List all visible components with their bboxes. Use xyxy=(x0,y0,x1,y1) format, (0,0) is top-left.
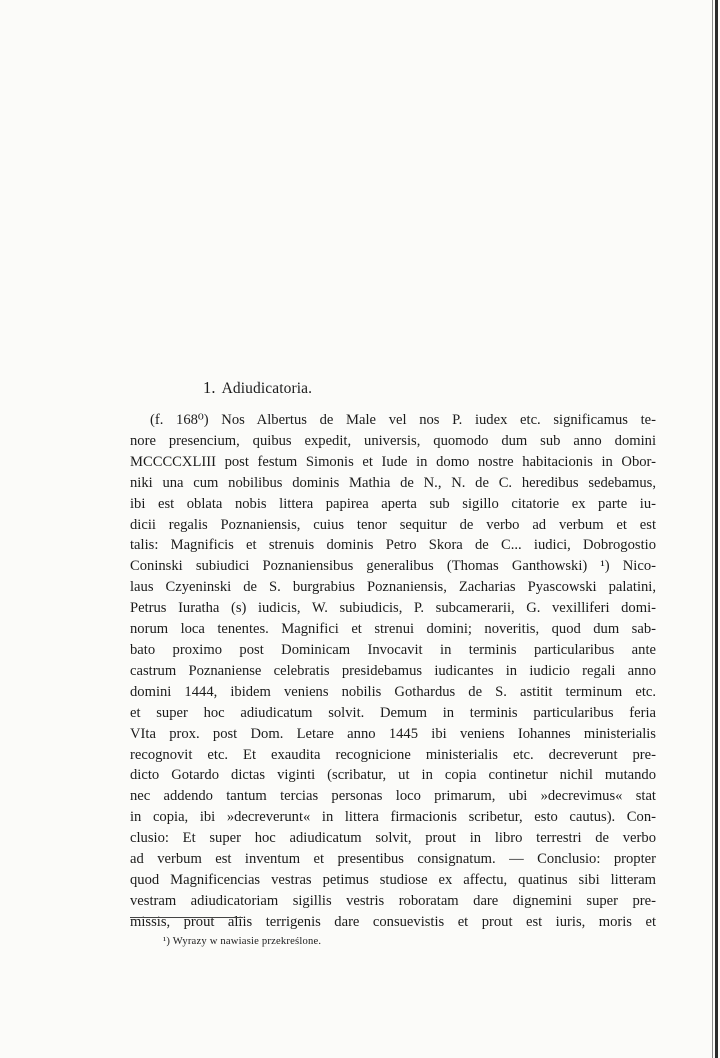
footnote-rule xyxy=(130,917,243,918)
text-line: recognovit etc. Et exaudita recognicione ministerialis etc. decreverunt pre- xyxy=(130,746,656,763)
text-line: clusio: Et super hoc adiudicatum solvit, prout in libro terrestri de verbo xyxy=(130,830,656,847)
text-line: castrum Poznaniense celebratis presidebamus iudicantes in iudicio regali anno xyxy=(130,662,656,679)
text-line: norum loca tenentes. Magnifici et strenui domini; noveritis, quod dum sab- xyxy=(130,621,656,638)
text-line: nore presencium, quibus expedit, universis, quomodo dum sub anno domini xyxy=(130,432,656,449)
section-title: Adiudicatoria. xyxy=(221,380,313,397)
text-line: dicto Gotardo dictas viginti (scribatur, ut in copia continetur nichil mutando xyxy=(130,767,656,784)
text-line: missis, prout aliis terrigenis dare consuevistis et prout est iuris, moris et xyxy=(130,913,656,930)
text-line: nec addendo tantum tercias personas loco primarum, ubi »decrevimus« stat xyxy=(130,788,656,805)
section-number: 1. xyxy=(203,378,216,397)
text-line: Petrus Iuratha (s) iudicis, W. subiudicis, P. subcamerarii, G. vexilliferi domi- xyxy=(130,600,656,617)
section-heading xyxy=(203,378,312,398)
text-line: dicii regalis Poznaniensis, cuius tenor sequitur de verbo ad verbum et est xyxy=(130,516,656,533)
text-line: Coninski subiudici Poznaniensibus generalibus (Thomas Ganthowski) ¹) Nico- xyxy=(130,558,656,575)
text-line: bato proximo post Dominicam Invocavit in terminis particularibus ante xyxy=(130,641,656,658)
text-line: ibi est oblata nobis littera papirea aperta sub sigillo citatorie ex parte iu- xyxy=(130,495,656,512)
text-line: VIta prox. post Dom. Letare anno 1445 ibi veniens Iohannes ministerialis xyxy=(130,725,656,742)
text-line: (f. 168⁰) Nos Albertus de Male vel nos P. iudex etc. significamus te- xyxy=(150,412,656,428)
text-line: quod Magnificencias vestras petimus studiose ex affectu, quatinus sibi litteram xyxy=(130,871,656,888)
text-line: talis: Magnificis et strenuis dominis Petro Skora de C... iudici, Dobrogostio xyxy=(130,537,656,554)
text-line: vestram adiudicatoriam sigillis vestris roboratam dare dignemini super pre- xyxy=(130,892,656,909)
page-edge-line xyxy=(715,0,718,1058)
text-line: domini 1444, ibidem veniens nobilis Gothardus de S. astitit terminum etc. xyxy=(130,683,656,700)
text-line: MCCCCXLIII post festum Simonis et Iude in domo nostre habitacionis in Obor- xyxy=(130,453,656,470)
footnote: ¹) Wyrazy w nawiasie przekreślone. xyxy=(163,936,322,947)
page-edge-line-thin xyxy=(712,0,713,1058)
text-line: ad verbum est inventum et presentibus consignatum. — Conclusio: propter xyxy=(130,851,656,868)
text-line: laus Czyeninski de S. burgrabius Poznaniensis, Zacharias Pyascowski palatini, xyxy=(130,579,656,596)
text-line: et super hoc adiudicatum solvit. Demum in terminis particularibus feria xyxy=(130,704,656,721)
text-line: in copia, ibi »decreverunt« in littera firmacionis scribetur, esto cautus). Con- xyxy=(130,809,656,826)
document-body xyxy=(130,410,656,933)
text-line: niki una cum nobilibus dominis Mathia de N., N. de C. heredibus sedebamus, xyxy=(130,474,656,491)
